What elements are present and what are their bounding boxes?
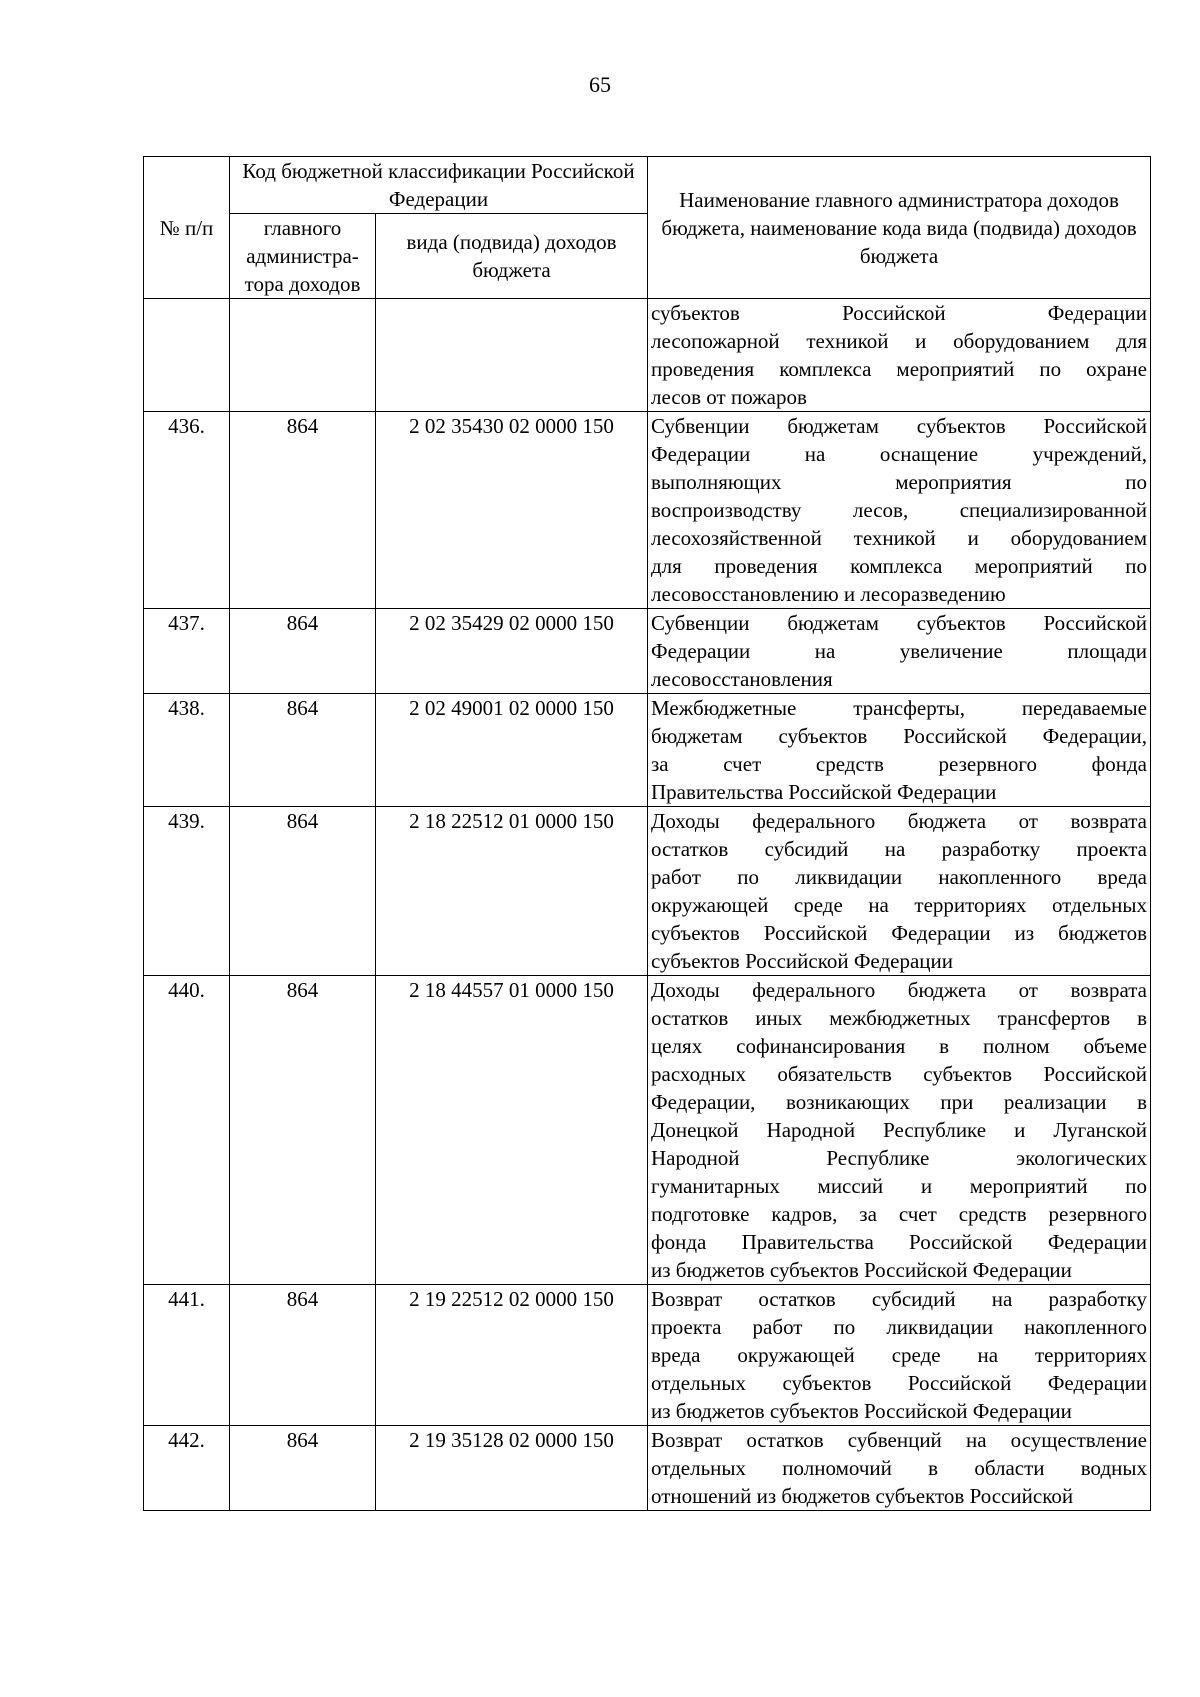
- description-line: проекта работ по ликвидации накопленного: [651, 1315, 1147, 1339]
- revenue-code: 2 18 44557 01 0000 150: [376, 976, 648, 1285]
- description-line: Народной Республике экологических: [651, 1146, 1147, 1170]
- revenue-description: [648, 299, 1151, 412]
- row-number: 436.: [144, 412, 230, 609]
- row-number: [144, 299, 230, 412]
- description-line: подготовке кадров, за счет средств резервного: [651, 1202, 1147, 1226]
- description-line: воспроизводству лесов, специализированной: [651, 498, 1147, 522]
- admin-code: 864: [230, 1285, 376, 1426]
- revenue-code: 2 02 35429 02 0000 150: [376, 609, 648, 694]
- description-line: Субвенции бюджетам субъектов Российской: [651, 611, 1147, 635]
- revenue-description: [648, 609, 1151, 694]
- table-row: [144, 609, 1151, 694]
- admin-code: 864: [230, 1426, 376, 1511]
- description-line: Федерации на увеличение площади: [651, 639, 1147, 663]
- table-row: [144, 807, 1151, 976]
- description-line: Возврат остатков субвенций на осуществление: [651, 1428, 1147, 1452]
- description-line: из бюджетов субъектов Российской Федерации: [651, 1399, 1072, 1423]
- header-revenue-code: вида (подвида) доходов бюджета: [376, 214, 648, 299]
- description-line: лесов от пожаров: [651, 385, 807, 409]
- revenue-description: [648, 694, 1151, 807]
- revenue-description: [648, 412, 1151, 609]
- admin-code: 864: [230, 412, 376, 609]
- row-number: 437.: [144, 609, 230, 694]
- revenue-code: 2 02 49001 02 0000 150: [376, 694, 648, 807]
- description-line: для проведения комплекса мероприятий по: [651, 554, 1147, 578]
- row-number: 438.: [144, 694, 230, 807]
- row-number: 440.: [144, 976, 230, 1285]
- revenue-code: 2 02 35430 02 0000 150: [376, 412, 648, 609]
- description-line: субъектов Российской Федерации: [651, 301, 1147, 325]
- description-line: выполняющих мероприятия по: [651, 470, 1147, 494]
- description-line: Межбюджетные трансферты, передаваемые: [651, 696, 1147, 720]
- row-number: 439.: [144, 807, 230, 976]
- table-row: [144, 1285, 1151, 1426]
- revenue-description: [648, 976, 1151, 1285]
- table-row: [144, 976, 1151, 1285]
- admin-code: 864: [230, 694, 376, 807]
- description-line: Доходы федерального бюджета от возврата: [651, 809, 1147, 833]
- header-number: № п/п: [144, 157, 230, 299]
- description-line: остатков субсидий на разработку проекта: [651, 837, 1147, 861]
- description-line: целях софинансирования в полном объеме: [651, 1034, 1147, 1058]
- description-line: лесовосстановлению и лесоразведению: [651, 582, 1006, 606]
- description-line: лесопожарной техникой и оборудованием для: [651, 329, 1147, 353]
- description-line: лесовосстановления: [651, 667, 833, 691]
- row-number: 442.: [144, 1426, 230, 1511]
- description-line: Федерации, возникающих при реализации в: [651, 1090, 1147, 1114]
- description-line: проведения комплекса мероприятий по охране: [651, 357, 1147, 381]
- revenue-code: 2 19 35128 02 0000 150: [376, 1426, 648, 1511]
- revenue-code: 2 19 22512 02 0000 150: [376, 1285, 648, 1426]
- row-number: 441.: [144, 1285, 230, 1426]
- budget-classification-table: [143, 156, 1151, 1511]
- table-row: [144, 1426, 1151, 1511]
- description-line: Субвенции бюджетам субъектов Российской: [651, 414, 1147, 438]
- admin-code: 864: [230, 807, 376, 976]
- description-line: Правительства Российской Федерации: [651, 780, 997, 804]
- header-name: Наименование главного администратора доходов бюджета, наименование кода вида (подвида) доходов бюджета: [648, 157, 1151, 299]
- table-row: [144, 299, 1151, 412]
- admin-code: [230, 299, 376, 412]
- description-line: Возврат остатков субсидий на разработку: [651, 1287, 1147, 1311]
- description-line: вреда окружающей среде на территориях: [651, 1343, 1147, 1367]
- description-line: расходных обязательств субъектов Российской: [651, 1062, 1147, 1086]
- admin-code: 864: [230, 976, 376, 1285]
- revenue-description: [648, 1426, 1151, 1511]
- description-line: отношений из бюджетов субъектов Российской: [651, 1484, 1074, 1508]
- revenue-code: 2 18 22512 01 0000 150: [376, 807, 648, 976]
- description-line: лесохозяйственной техникой и оборудованием: [651, 526, 1147, 550]
- description-line: отдельных полномочий в области водных: [651, 1456, 1147, 1480]
- description-line: Доходы федерального бюджета от возврата: [651, 978, 1147, 1002]
- revenue-description: [648, 1285, 1151, 1426]
- header-code-group: Код бюджетной классификации Российской Федерации: [230, 157, 648, 214]
- description-line: гуманитарных миссий и мероприятий по: [651, 1174, 1147, 1198]
- description-line: Донецкой Народной Республике и Луганской: [651, 1118, 1147, 1142]
- description-line: Федерации на оснащение учреждений,: [651, 442, 1147, 466]
- table-row: [144, 694, 1151, 807]
- description-line: бюджетам субъектов Российской Федерации,: [651, 724, 1147, 748]
- admin-code: 864: [230, 609, 376, 694]
- description-line: субъектов Российской Федерации из бюджетов: [651, 921, 1147, 945]
- description-line: работ по ликвидации накопленного вреда: [651, 865, 1147, 889]
- header-admin-code: главного администра-тора доходов: [230, 214, 376, 299]
- table-header: [144, 157, 1151, 299]
- revenue-description: [648, 807, 1151, 976]
- description-line: субъектов Российской Федерации: [651, 949, 954, 973]
- description-line: окружающей среде на территориях отдельных: [651, 893, 1147, 917]
- description-line: отдельных субъектов Российской Федерации: [651, 1371, 1147, 1395]
- table-row: [144, 412, 1151, 609]
- page-number: 65: [589, 72, 611, 97]
- table-body: [144, 299, 1151, 1511]
- description-line: остатков иных межбюджетных трансфертов в: [651, 1006, 1147, 1030]
- description-line: за счет средств резервного фонда: [651, 752, 1147, 776]
- description-line: фонда Правительства Российской Федерации: [651, 1230, 1147, 1254]
- description-line: из бюджетов субъектов Российской Федерации: [651, 1258, 1072, 1282]
- revenue-code: [376, 299, 648, 412]
